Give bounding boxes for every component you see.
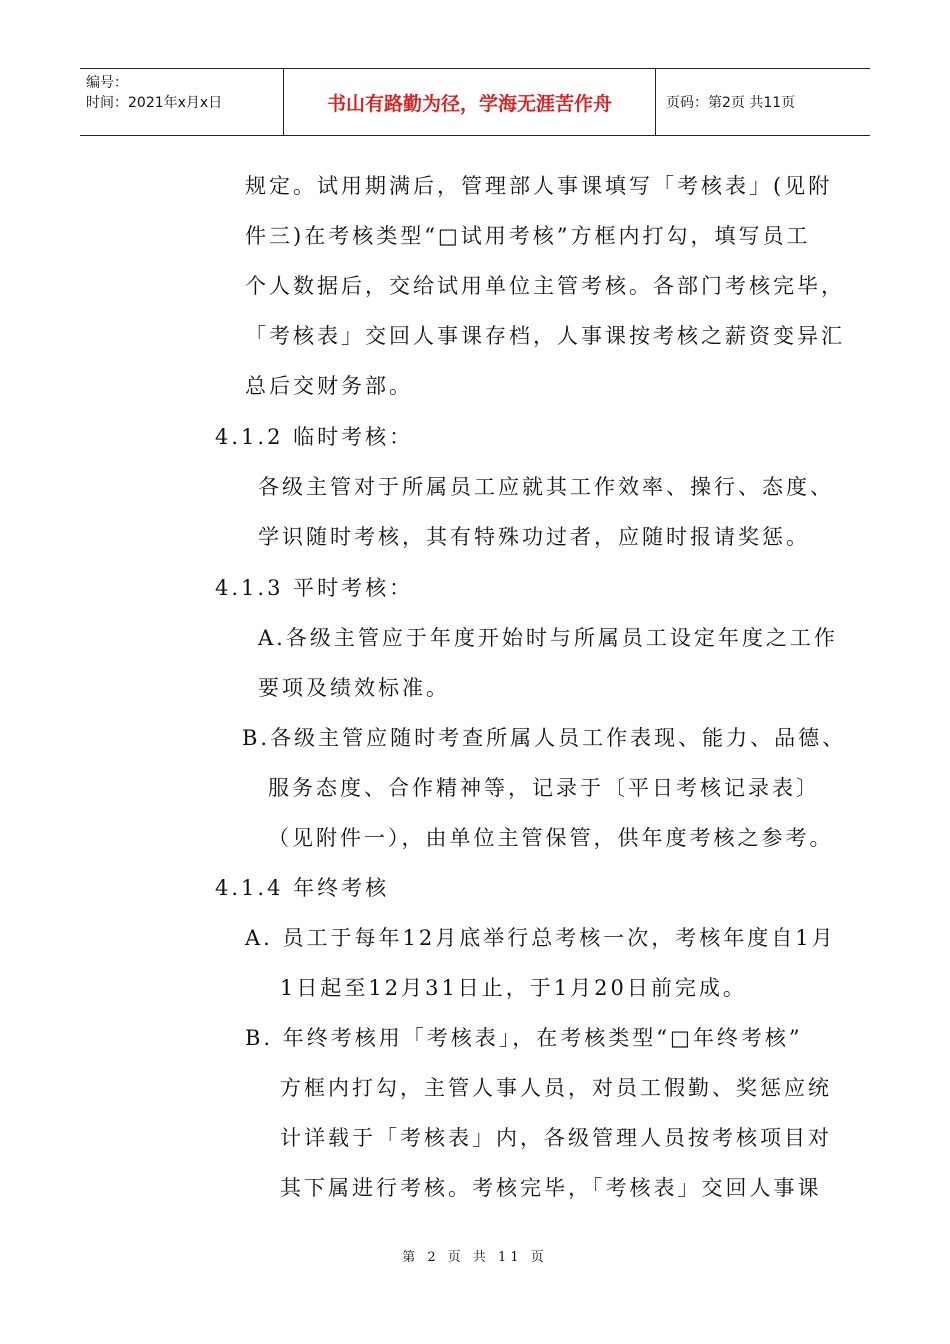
header-motto: 书山有路勤为径，学海无涯苦作舟 [284,69,656,135]
body-line: 1日起至12月31日止，于1月20日前完成。 [280,976,747,1000]
body-line: 服务态度、合作精神等，记录于〔平日考核记录表〕 [268,776,820,800]
body-line: 方框内打勾，主管人事人员，对员工假勤、奖惩应统 [280,1076,832,1100]
body-line: B. 年终考核用「考核表」，在考核类型“□年终考核” [245,1026,803,1050]
body-line: 其下属进行考核。考核完毕，「考核表」交回人事课 [280,1176,822,1200]
body-line: 各级主管对于所属员工应就其工作效率、操行、态度、 [258,475,834,499]
document-number: 编号： [86,75,128,91]
body-line: 「考核表」交回人事课存档，人事课按考核之薪资变异汇 [245,324,845,348]
body-line: 学识随时考核，其有特殊功过者，应随时报请奖惩。 [258,525,810,549]
header-meta [80,69,284,135]
body-line: 要项及绩效标准。 [258,676,450,700]
body-line: B.各级主管应随时考查所属人员工作表现、能力、品德、 [242,726,847,750]
body-line: A. 员工于每年12月底举行总考核一次，考核年度自1月 [245,926,836,950]
body-line: 计详载于「考核表」内，各级管理人员按考核项目对 [280,1126,832,1150]
header-page-info: 页码：第2页 共11页 [666,95,796,111]
section-heading: 4.1.2 临时考核： [215,425,414,449]
body-line: 总后交财务部。 [245,374,413,398]
body-line: 个人数据后，交给试用单位主管考核。各部门考核完毕， [245,274,845,298]
section-heading: 4.1.3 平时考核： [215,576,414,600]
page-header [80,68,870,136]
section-heading: 4.1.4 年终考核 [215,876,390,900]
body-line: A.各级主管应于年度开始时与所属员工设定年度之工作 [258,626,838,650]
document-date: 时间：2021年x月x日 [86,95,223,111]
body-line: 件三)在考核类型“□试用考核”方框内打勾，填写员工 [245,224,811,248]
body-line: （见附件一），由单位主管保管，供年度考核之参考。 [268,826,834,850]
body-line: 规定。试用期满后，管理部人事课填写「考核表」(见附 [245,174,833,198]
page-footer: 第 2 页 共 11 页 [402,1250,548,1265]
